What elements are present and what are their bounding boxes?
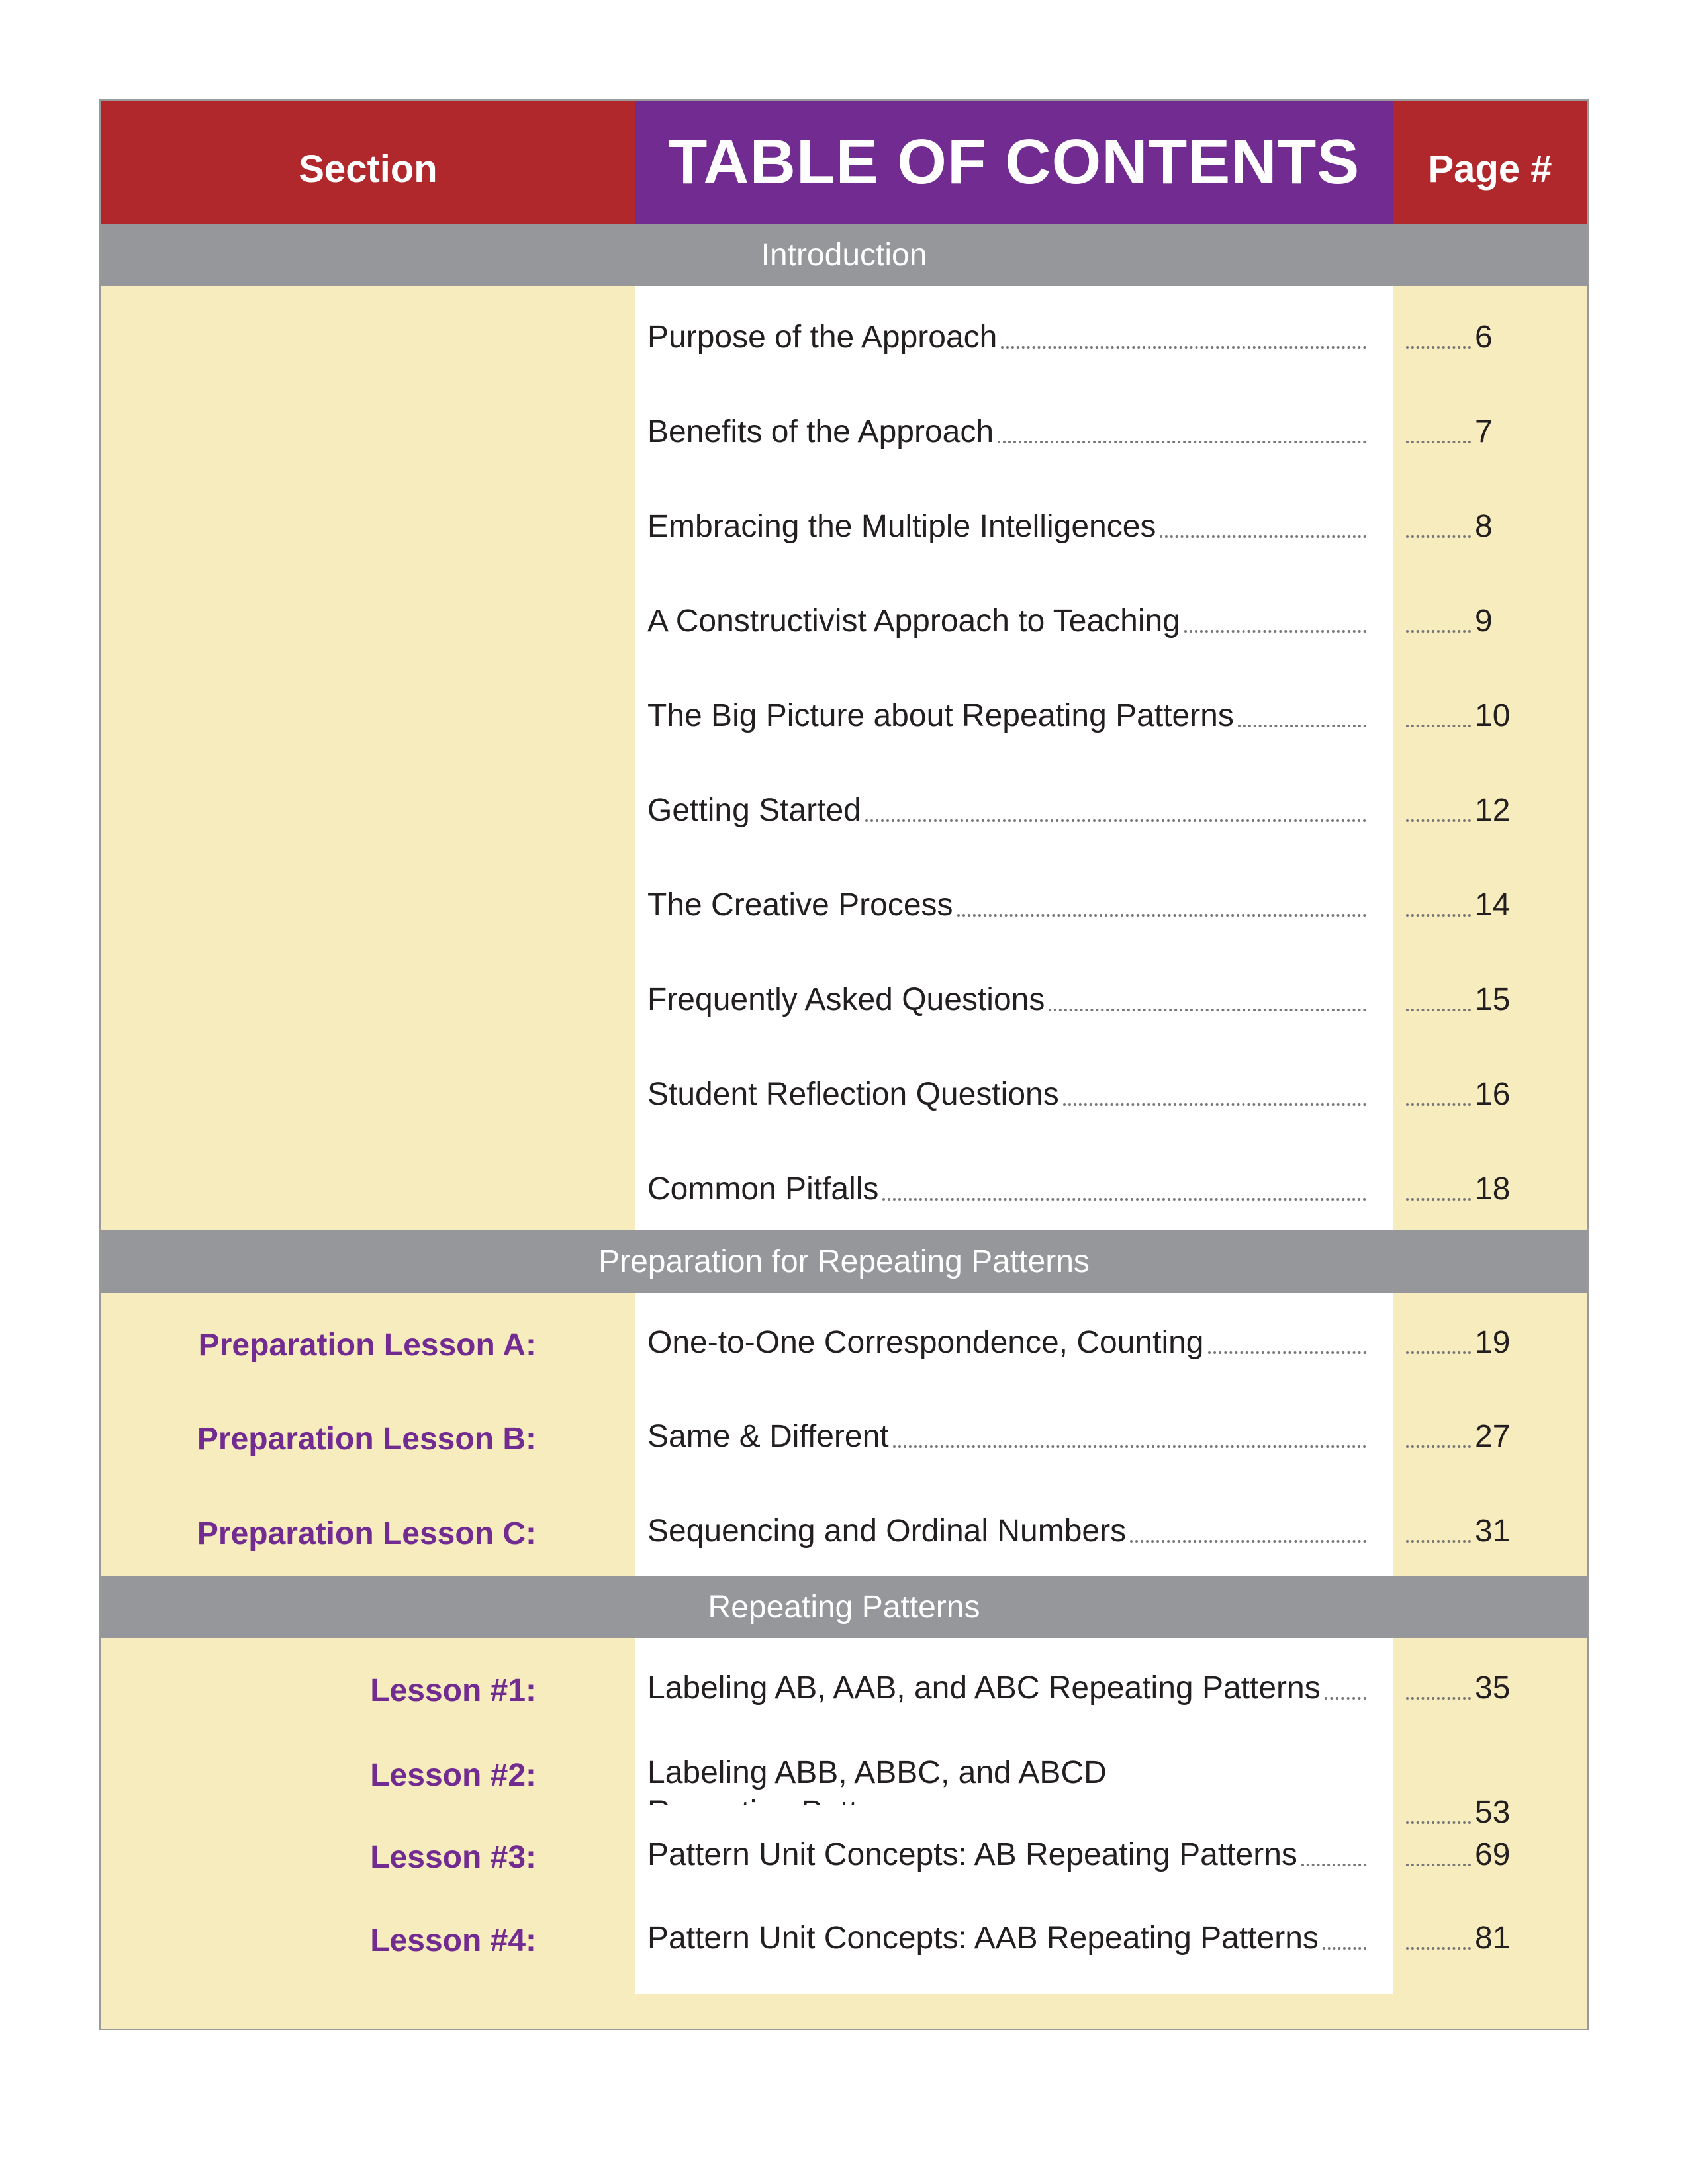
page-dot-leader bbox=[1406, 1445, 1471, 1448]
section-band: Introduction bbox=[101, 224, 1587, 286]
entry-title: Labeling AB, AAB, and ABC Repeating Patterns bbox=[647, 1670, 1321, 1706]
dot-leader bbox=[1323, 1947, 1366, 1950]
entry-page-cell bbox=[1393, 1888, 1587, 1994]
entry-section-label bbox=[101, 381, 635, 475]
entry-page-cell bbox=[1393, 664, 1587, 759]
section-column-header: Section bbox=[101, 101, 635, 224]
toc-entry[interactable] bbox=[101, 1638, 1587, 1723]
page-dot-leader bbox=[1406, 1009, 1471, 1011]
toc-entry[interactable] bbox=[101, 854, 1587, 948]
entry-page-number: 19 bbox=[1475, 1325, 1511, 1360]
dot-leader bbox=[882, 1198, 1366, 1201]
entry-title: One-to-One Correspondence, Counting bbox=[647, 1325, 1204, 1360]
toc-entry[interactable] bbox=[101, 759, 1587, 854]
entry-section-label bbox=[101, 286, 635, 381]
section-band: Repeating Patterns bbox=[101, 1576, 1587, 1638]
entry-title-cell bbox=[635, 381, 1393, 475]
entry-page-number: 31 bbox=[1475, 1514, 1511, 1549]
entry-section-label bbox=[101, 664, 635, 759]
table-of-contents bbox=[99, 99, 1589, 2030]
page-dot-leader bbox=[1406, 725, 1471, 727]
entry-section-label: Lesson #3: bbox=[370, 1840, 536, 1875]
entry-page-number: 35 bbox=[1475, 1670, 1511, 1706]
dot-leader bbox=[1301, 1864, 1366, 1866]
entry-section-label bbox=[101, 475, 635, 570]
toc-entry[interactable] bbox=[101, 475, 1587, 570]
toc-entry[interactable] bbox=[101, 1043, 1587, 1138]
dot-leader bbox=[1049, 1009, 1366, 1011]
dot-leader bbox=[893, 1445, 1366, 1448]
entry-title: The Creative Process bbox=[647, 887, 953, 923]
section-band: Preparation for Repeating Patterns bbox=[101, 1230, 1587, 1293]
entry-section-label bbox=[101, 854, 635, 948]
entry-title-cell bbox=[635, 664, 1393, 759]
dot-leader bbox=[1208, 1351, 1367, 1354]
entry-section-label: Preparation Lesson B: bbox=[197, 1422, 536, 1457]
toc-entry[interactable] bbox=[101, 1138, 1587, 1230]
dot-leader bbox=[1001, 346, 1366, 349]
entry-title: Getting Started bbox=[647, 793, 861, 828]
entry-title-cell bbox=[635, 1638, 1393, 1723]
entry-section-label bbox=[101, 1043, 635, 1138]
entry-section-label: Lesson #4: bbox=[370, 1923, 536, 1958]
dot-leader bbox=[1063, 1103, 1366, 1106]
entry-title-cell bbox=[635, 1888, 1393, 1994]
toc-entry[interactable] bbox=[101, 286, 1587, 381]
entry-page-cell bbox=[1393, 759, 1587, 854]
entry-title-cell bbox=[635, 948, 1393, 1043]
entry-page-number: 16 bbox=[1475, 1077, 1511, 1112]
dot-leader bbox=[957, 914, 1366, 917]
entry-page-number: 69 bbox=[1475, 1837, 1511, 1872]
entry-title-cell bbox=[635, 1138, 1393, 1230]
entry-page-cell bbox=[1393, 381, 1587, 475]
toc-entry[interactable] bbox=[101, 948, 1587, 1043]
entry-page-cell bbox=[1393, 1387, 1587, 1481]
entry-title-cell bbox=[635, 570, 1393, 664]
entry-page-cell bbox=[1393, 570, 1587, 664]
toc-entry[interactable] bbox=[101, 381, 1587, 475]
entry-page-cell bbox=[1393, 1293, 1587, 1387]
entry-title-cell bbox=[635, 1723, 1393, 1805]
entry-page-number: 53 bbox=[1475, 1795, 1511, 1830]
page-dot-leader bbox=[1406, 441, 1471, 443]
entry-page-number: 27 bbox=[1475, 1419, 1511, 1454]
entry-page-cell bbox=[1393, 1638, 1587, 1723]
dot-leader bbox=[1184, 630, 1366, 633]
entry-section-label: Lesson #2: bbox=[370, 1758, 536, 1793]
page-dot-leader bbox=[1406, 819, 1471, 822]
entry-page-number: 10 bbox=[1475, 698, 1511, 733]
toc-entry[interactable] bbox=[101, 1888, 1587, 1994]
entry-section-label: Lesson #1: bbox=[370, 1673, 536, 1708]
entry-page-cell bbox=[1393, 286, 1587, 381]
toc-header bbox=[101, 101, 1587, 224]
entry-title-cell bbox=[635, 759, 1393, 854]
entry-page-number: 8 bbox=[1475, 509, 1493, 544]
entry-title-cell bbox=[635, 1043, 1393, 1138]
entry-title: Labeling ABB, ABBC, and ABCD bbox=[647, 1755, 1107, 1790]
toc-entry[interactable] bbox=[101, 1723, 1587, 1830]
toc-entry[interactable] bbox=[101, 1481, 1587, 1576]
entry-page-number: 7 bbox=[1475, 414, 1493, 449]
page-dot-leader bbox=[1406, 1697, 1471, 1700]
page-dot-leader bbox=[1406, 535, 1471, 538]
entry-title-cell bbox=[635, 1387, 1393, 1481]
entry-page-number: 6 bbox=[1475, 320, 1493, 355]
dot-leader bbox=[1130, 1540, 1366, 1543]
toc-entry[interactable] bbox=[101, 570, 1587, 664]
entry-section-label bbox=[101, 570, 635, 664]
entry-title-cell bbox=[635, 475, 1393, 570]
entry-page-number: 9 bbox=[1475, 604, 1493, 639]
entry-title-cell bbox=[635, 1481, 1393, 1576]
dot-leader bbox=[865, 819, 1366, 822]
page-dot-leader bbox=[1406, 630, 1471, 633]
entry-title-cell bbox=[635, 1293, 1393, 1387]
dot-leader bbox=[1325, 1697, 1366, 1700]
entry-section-label bbox=[101, 759, 635, 854]
entry-section-label bbox=[101, 1138, 635, 1230]
toc-body bbox=[101, 224, 1587, 2029]
entry-title-cell bbox=[635, 286, 1393, 381]
entry-section-label: Preparation Lesson A: bbox=[198, 1328, 536, 1363]
page-dot-leader bbox=[1406, 1351, 1471, 1354]
entry-title-cell bbox=[635, 854, 1393, 948]
dot-leader bbox=[1238, 725, 1366, 727]
page-dot-leader bbox=[1406, 914, 1471, 917]
dot-leader bbox=[1160, 535, 1366, 538]
page-title: TABLE OF CONTENTS bbox=[635, 101, 1393, 224]
entry-page-number: 18 bbox=[1475, 1171, 1511, 1206]
toc-entry[interactable] bbox=[101, 1293, 1587, 1387]
entry-title: Pattern Unit Concepts: AB Repeating Patterns bbox=[647, 1837, 1297, 1872]
entry-page-cell bbox=[1393, 1138, 1587, 1230]
entry-page-cell bbox=[1393, 1805, 1587, 1888]
entry-page-cell bbox=[1393, 475, 1587, 570]
entry-page-number: 12 bbox=[1475, 793, 1511, 828]
entry-section-label bbox=[101, 948, 635, 1043]
entry-title: Benefits of the Approach bbox=[647, 414, 994, 449]
entry-title: Frequently Asked Questions bbox=[647, 982, 1045, 1017]
entry-title: Pattern Unit Concepts: AAB Repeating Patterns bbox=[647, 1921, 1319, 1956]
entry-title: Same & Different bbox=[647, 1419, 889, 1454]
page-column-header: Page # bbox=[1393, 101, 1587, 224]
dot-leader bbox=[998, 441, 1366, 443]
entry-title: Common Pitfalls bbox=[647, 1171, 879, 1206]
entry-title: Student Reflection Questions bbox=[647, 1077, 1059, 1112]
toc-entry[interactable] bbox=[101, 664, 1587, 759]
page-dot-leader bbox=[1406, 1540, 1471, 1543]
page-dot-leader bbox=[1406, 1864, 1471, 1866]
toc-entry[interactable] bbox=[101, 1805, 1587, 1888]
entry-title: Sequencing and Ordinal Numbers bbox=[647, 1514, 1127, 1549]
entry-section-label: Preparation Lesson C: bbox=[197, 1516, 536, 1551]
entry-page-number: 81 bbox=[1475, 1921, 1511, 1956]
page-dot-leader bbox=[1406, 346, 1471, 349]
page-dot-leader bbox=[1406, 1198, 1471, 1201]
entry-page-cell bbox=[1393, 1481, 1587, 1576]
toc-entry[interactable] bbox=[101, 1387, 1587, 1481]
entry-page-cell bbox=[1393, 1723, 1587, 1830]
entry-title: Embracing the Multiple Intelligences bbox=[647, 509, 1156, 544]
entry-page-number: 15 bbox=[1475, 982, 1511, 1017]
page-dot-leader bbox=[1406, 1947, 1471, 1950]
page-dot-leader bbox=[1406, 1103, 1471, 1106]
entry-title: The Big Picture about Repeating Patterns bbox=[647, 698, 1234, 733]
entry-page-cell bbox=[1393, 854, 1587, 948]
entry-title-cell bbox=[635, 1805, 1393, 1888]
entry-title: A Constructivist Approach to Teaching bbox=[647, 604, 1180, 639]
entry-title: Purpose of the Approach bbox=[647, 320, 998, 355]
entry-page-cell bbox=[1393, 1043, 1587, 1138]
entry-page-number: 14 bbox=[1475, 887, 1511, 923]
entry-page-cell bbox=[1393, 948, 1587, 1043]
